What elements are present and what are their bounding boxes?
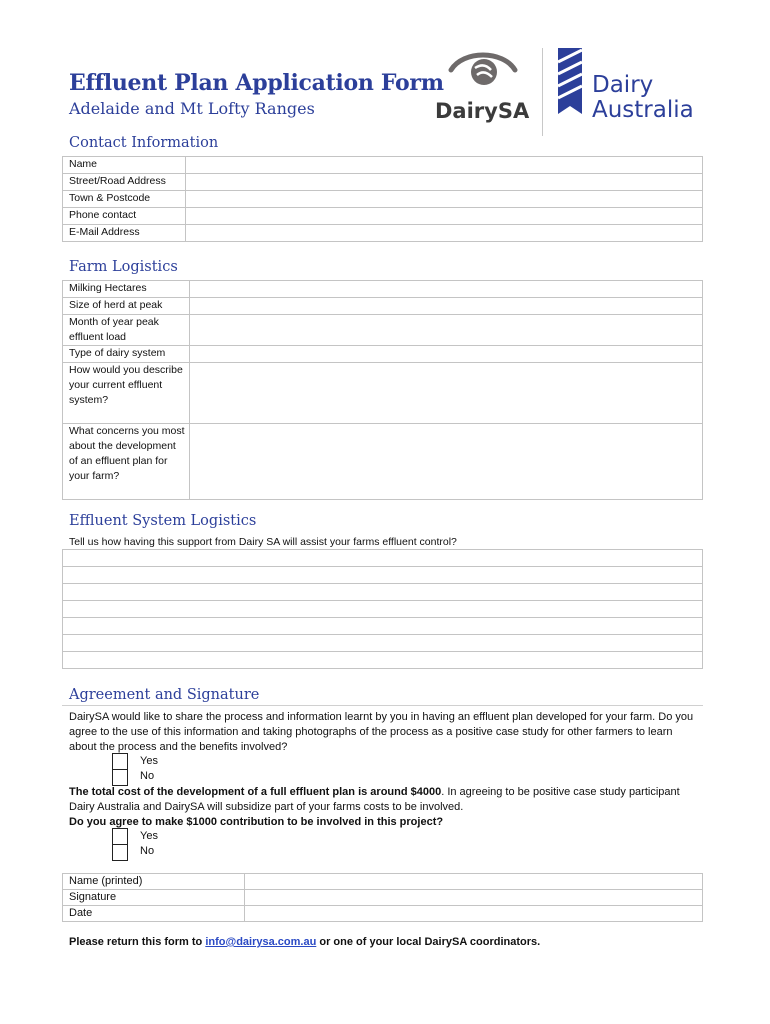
farm-concerns-input[interactable] [190, 424, 703, 500]
agreement-divider [62, 705, 703, 706]
agreement-paragraph: DairySA would like to share the process and information learnt by you in having an effluent plan developed for your farm. Do you agree to the use of this information and taking photographs of the process as a positive case study for other farmers to learn about the process and the benefits involved? [69, 711, 694, 753]
contact-table [62, 156, 703, 242]
email-link[interactable]: info@dairysa.com.au [205, 936, 317, 948]
sign-name-input[interactable] [245, 874, 703, 890]
contact-label-address: Street/Road Address [63, 174, 186, 191]
farm-current-system-input[interactable] [190, 363, 703, 424]
effluent-answer-line[interactable] [63, 618, 703, 635]
dairysa-logo [433, 48, 533, 128]
contact-address-input[interactable] [186, 174, 703, 191]
farm-label-peak-month: Month of year peak effluent load [63, 315, 190, 346]
farm-peak-month-input[interactable] [190, 315, 703, 346]
effluent-answer-line[interactable] [63, 550, 703, 567]
contact-label-phone: Phone contact [63, 208, 186, 225]
contact-heading: Contact Information [69, 135, 219, 151]
effluent-answer-line[interactable] [63, 652, 703, 669]
contribution-question: Do you agree to make $1000 contribution to be involved in this project? [69, 816, 444, 828]
farm-label-herd: Size of herd at peak [63, 298, 190, 315]
contact-name-input[interactable] [186, 157, 703, 174]
contact-label-town: Town & Postcode [63, 191, 186, 208]
contribute-yes-label: Yes [140, 830, 158, 842]
dairysa-logo-text: DairySA [435, 99, 530, 123]
dairy-australia-line2: Australia [592, 97, 694, 123]
share-yes-label: Yes [140, 755, 158, 767]
contact-label-email: E-Mail Address [63, 225, 186, 242]
dairy-australia-line1: Dairy [592, 72, 654, 98]
effluent-answer-line[interactable] [63, 584, 703, 601]
share-no-label: No [140, 770, 155, 782]
return-instructions [69, 935, 699, 950]
share-no-checkbox[interactable] [112, 769, 128, 786]
farm-label-current-system: How would you describe your current effluent system? [63, 363, 190, 424]
cost-paragraph [69, 785, 699, 815]
contact-town-input[interactable] [186, 191, 703, 208]
contact-label-name: Name [63, 157, 186, 174]
dairy-australia-logo [556, 48, 706, 128]
form-title: Effluent Plan Application Form [69, 70, 444, 96]
form-subtitle: Adelaide and Mt Lofty Ranges [69, 99, 315, 118]
return-text-after: or one of your local DairySA coordinators. [316, 936, 541, 948]
farm-system-type-input[interactable] [190, 346, 703, 363]
agreement-heading: Agreement and Signature [69, 687, 260, 703]
return-text-before: Please return this form to [69, 936, 206, 948]
contribute-no-checkbox[interactable] [112, 844, 128, 861]
effluent-answer-line[interactable] [63, 567, 703, 584]
farm-label-hectares: Milking Hectares [63, 281, 190, 298]
sign-label-date: Date [63, 906, 245, 922]
farm-hectares-input[interactable] [190, 281, 703, 298]
cost-bold-text: The total cost of the development of a full effluent plan is around $4000 [69, 786, 442, 798]
farm-table [62, 280, 703, 500]
contribute-no-label: No [140, 845, 155, 857]
effluent-answer-line[interactable] [63, 601, 703, 618]
contact-phone-input[interactable] [186, 208, 703, 225]
farm-label-system-type: Type of dairy system [63, 346, 190, 363]
farm-herd-input[interactable] [190, 298, 703, 315]
sign-date-input[interactable] [245, 906, 703, 922]
contact-email-input[interactable] [186, 225, 703, 242]
effluent-heading: Effluent System Logistics [69, 513, 257, 529]
share-yes-checkbox[interactable] [112, 753, 128, 770]
sign-label-name: Name (printed) [63, 874, 245, 890]
logo-divider [542, 48, 543, 136]
sign-label-signature: Signature [63, 890, 245, 906]
effluent-prompt: Tell us how having this support from Dairy SA will assist your farms effluent control? [69, 536, 457, 548]
farm-heading: Farm Logistics [69, 259, 178, 275]
cost-rest-text: . In agreeing to be positive case study participant Dairy Australia and DairySA will subsidize part of your farms costs to be involved. [69, 786, 680, 813]
contribute-yes-checkbox[interactable] [112, 828, 128, 845]
sign-signature-input[interactable] [245, 890, 703, 906]
farm-label-concerns: What concerns you most about the development of an effluent plan for your farm? [63, 424, 190, 500]
effluent-answer-table [62, 549, 703, 669]
signature-table [62, 873, 703, 922]
effluent-answer-line[interactable] [63, 635, 703, 652]
